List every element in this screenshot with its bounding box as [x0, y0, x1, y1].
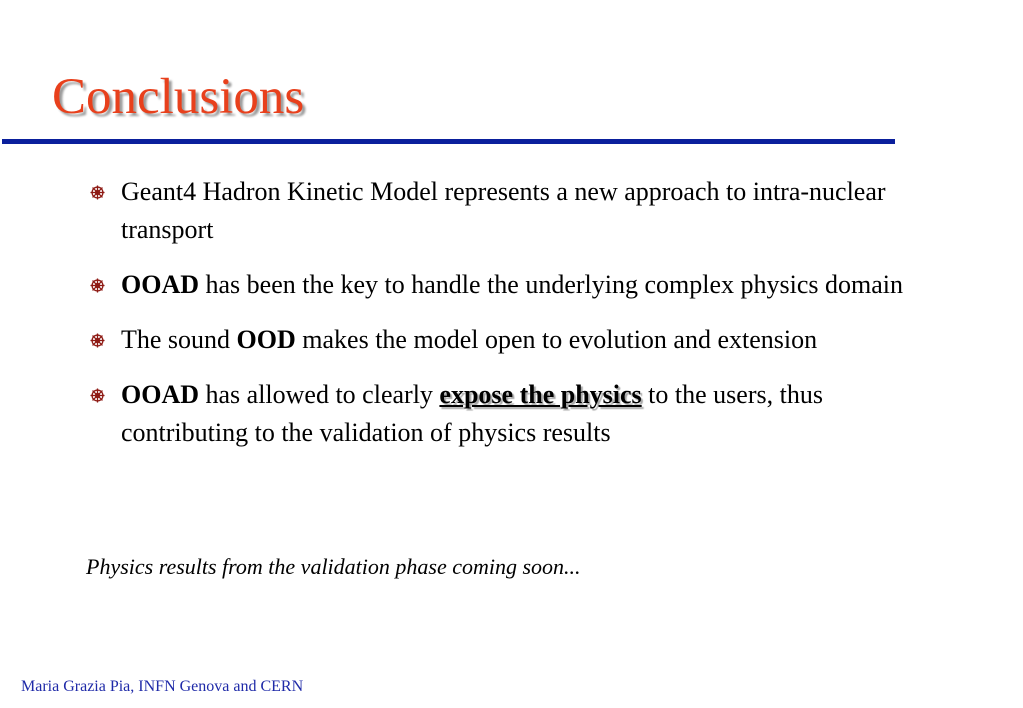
bullet-item [90, 173, 940, 249]
bullet-middle-text: has allowed to clearly [199, 380, 440, 409]
bullet-list [90, 173, 940, 469]
bullet-bold-term: OOD [236, 325, 296, 354]
bullet-item [90, 321, 940, 359]
bullet-item [90, 266, 940, 304]
expose-the-physics-link[interactable]: expose the physics [439, 380, 642, 409]
bullet-text: has been the key to handle the underlying complex physics domain [199, 270, 903, 299]
ornament-bullet-icon [90, 185, 105, 200]
bullet-text: Geant4 Hadron Kinetic Model represents a new approach to intra-nuclear transport [121, 177, 886, 244]
bullet-prefix: The sound [121, 325, 237, 354]
author-footer: Maria Grazia Pia, INFN Genova and CERN [21, 678, 304, 695]
bullet-bold-term: OOAD [121, 380, 199, 409]
slide-title: Conclusions [52, 69, 305, 125]
ornament-bullet-icon [90, 333, 105, 348]
bullet-bold-term: OOAD [121, 270, 199, 299]
ornament-bullet-icon [90, 278, 105, 293]
bullet-text: makes the model open to evolution and extension [295, 325, 818, 354]
title-underline-rule [2, 139, 895, 144]
validation-note: Physics results from the validation phase coming soon... [86, 554, 581, 579]
bullet-text: to the users, thus contributing to the validation of physics results [121, 380, 823, 447]
ornament-bullet-icon [90, 388, 105, 403]
bullet-item [90, 376, 940, 452]
